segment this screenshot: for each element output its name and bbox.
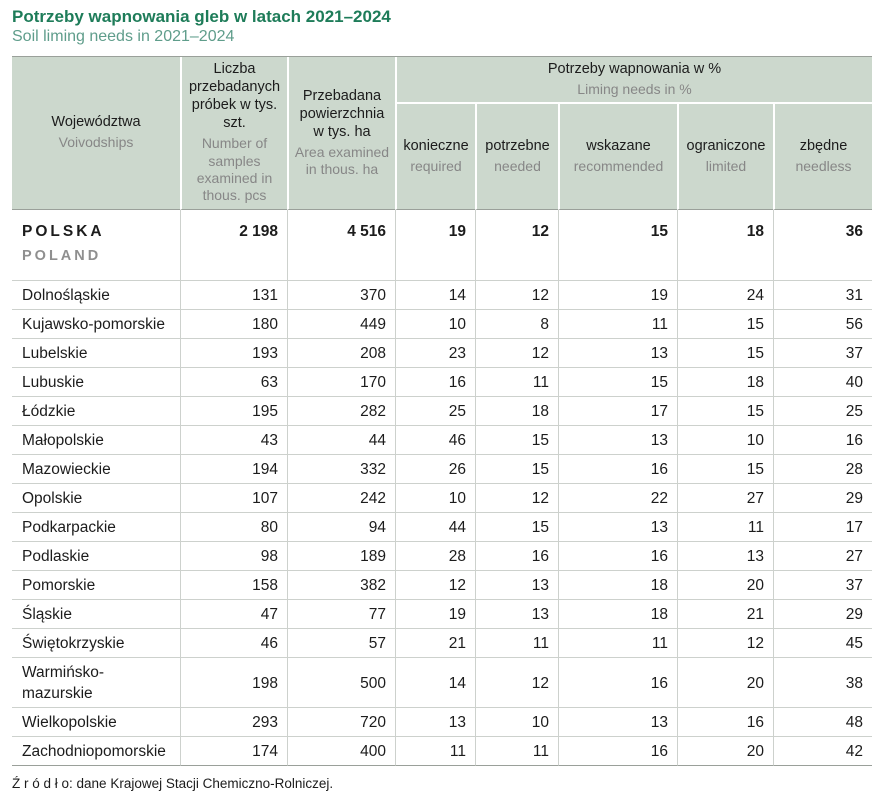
value-cell: 180 — [180, 310, 287, 339]
value-cell: 16 — [558, 658, 677, 708]
value-cell: 47 — [180, 600, 287, 629]
value-cell: 18 — [677, 368, 773, 397]
column-header-needless-en: needless — [795, 157, 852, 174]
row-name-pl: Lubuskie — [22, 374, 85, 391]
row-name-pl: Łódzkie — [22, 403, 76, 420]
value-cell: 16 — [677, 708, 773, 737]
table-row — [12, 426, 872, 455]
row-name-pl: Podlaskie — [22, 548, 90, 565]
value-cell: 12 — [677, 629, 773, 658]
table-row — [12, 708, 872, 737]
value-cell: 42 — [773, 737, 872, 766]
row-name-pl: Lubelskie — [22, 345, 88, 362]
table-row — [12, 513, 872, 542]
value-cell: 28 — [395, 542, 475, 571]
value-cell: 19 — [395, 210, 475, 281]
value-cell: 208 — [287, 339, 395, 368]
value-cell: 37 — [773, 571, 872, 600]
row-label-cell — [12, 658, 180, 708]
value-cell: 11 — [558, 629, 677, 658]
page-subtitle: Soil liming needs in 2021–2024 — [12, 28, 235, 45]
value-cell: 29 — [773, 484, 872, 513]
value-cell: 195 — [180, 397, 287, 426]
row-label-cell — [12, 368, 180, 397]
value-cell: 36 — [773, 210, 872, 281]
value-cell: 193 — [180, 339, 287, 368]
column-header-required-en: required — [410, 157, 462, 174]
value-cell: 98 — [180, 542, 287, 571]
column-header-voivodships-en: Voivodships — [58, 134, 134, 151]
value-cell: 10 — [475, 708, 558, 737]
value-cell: 46 — [180, 629, 287, 658]
value-cell: 28 — [773, 455, 872, 484]
value-cell: 80 — [180, 513, 287, 542]
table-row — [12, 629, 872, 658]
value-cell: 19 — [395, 600, 475, 629]
column-group-liming-needs — [395, 57, 872, 104]
value-cell: 198 — [180, 658, 287, 708]
table-row — [12, 484, 872, 513]
value-cell: 48 — [773, 708, 872, 737]
column-header-required-pl: konieczne — [403, 137, 469, 154]
row-name-pl: POLSKA — [22, 223, 105, 240]
column-header-limited — [677, 104, 773, 210]
value-cell: 16 — [395, 368, 475, 397]
value-cell: 15 — [475, 513, 558, 542]
value-cell: 57 — [287, 629, 395, 658]
value-cell: 11 — [475, 629, 558, 658]
column-header-samples-en: Number of samples examined in thous. pcs — [196, 135, 273, 204]
value-cell: 15 — [558, 368, 677, 397]
table-header — [12, 57, 872, 210]
value-cell: 370 — [287, 281, 395, 310]
value-cell: 44 — [395, 513, 475, 542]
column-header-needed-en: needed — [494, 157, 541, 174]
column-header-limited-pl: ograniczone — [686, 137, 766, 154]
value-cell: 13 — [558, 513, 677, 542]
column-header-needed — [475, 104, 558, 210]
value-cell: 46 — [395, 426, 475, 455]
value-cell: 44 — [287, 426, 395, 455]
row-label-cell — [12, 737, 180, 766]
value-cell: 13 — [475, 571, 558, 600]
value-cell: 77 — [287, 600, 395, 629]
value-cell: 15 — [677, 339, 773, 368]
column-header-area-pl: Przebadana powierzchnia w tys. ha — [299, 87, 385, 140]
value-cell: 11 — [475, 368, 558, 397]
value-cell: 21 — [677, 600, 773, 629]
row-name-pl: Świętokrzyskie — [22, 635, 125, 652]
column-header-samples-pl: Liczba przebadanych próbek w tys. szt. — [188, 61, 281, 132]
value-cell: 332 — [287, 455, 395, 484]
value-cell: 158 — [180, 571, 287, 600]
row-name-pl: Pomorskie — [22, 577, 96, 594]
value-cell: 15 — [475, 426, 558, 455]
value-cell: 26 — [395, 455, 475, 484]
value-cell: 63 — [180, 368, 287, 397]
value-cell: 20 — [677, 571, 773, 600]
value-cell: 31 — [773, 281, 872, 310]
source-note — [12, 776, 878, 791]
source-label: Ź r ó d ł o: — [12, 776, 73, 791]
table-row — [12, 397, 872, 426]
value-cell: 2 198 — [180, 210, 287, 281]
value-cell: 400 — [287, 737, 395, 766]
table-row — [12, 571, 872, 600]
value-cell: 27 — [773, 542, 872, 571]
column-header-needed-pl: potrzebne — [485, 137, 550, 154]
value-cell: 382 — [287, 571, 395, 600]
column-header-voivodships-pl: Województwa — [51, 114, 141, 131]
value-cell: 25 — [773, 397, 872, 426]
row-name-pl: Mazowieckie — [22, 461, 111, 478]
column-header-recommended-pl: wskazane — [586, 137, 651, 154]
row-label-cell — [12, 542, 180, 571]
page-title: Potrzeby wapnowania gleb w latach 2021–2024 — [12, 7, 391, 26]
value-cell: 56 — [773, 310, 872, 339]
row-name-pl: Kujawsko-pomorskie — [22, 316, 165, 333]
value-cell: 10 — [395, 484, 475, 513]
value-cell: 14 — [395, 658, 475, 708]
value-cell: 13 — [677, 542, 773, 571]
value-cell: 16 — [558, 737, 677, 766]
value-cell: 18 — [558, 571, 677, 600]
liming-needs-table — [12, 56, 872, 766]
row-label-cell — [12, 513, 180, 542]
table-row — [12, 542, 872, 571]
value-cell: 12 — [475, 210, 558, 281]
value-cell: 174 — [180, 737, 287, 766]
value-cell: 10 — [677, 426, 773, 455]
value-cell: 12 — [475, 281, 558, 310]
value-cell: 13 — [475, 600, 558, 629]
column-header-recommended-en: recommended — [573, 157, 664, 174]
value-cell: 8 — [475, 310, 558, 339]
value-cell: 20 — [677, 737, 773, 766]
value-cell: 12 — [395, 571, 475, 600]
table-row — [12, 737, 872, 766]
value-cell: 15 — [558, 210, 677, 281]
row-label-cell — [12, 571, 180, 600]
value-cell: 15 — [677, 310, 773, 339]
value-cell: 15 — [475, 455, 558, 484]
value-cell: 20 — [677, 658, 773, 708]
value-cell: 18 — [677, 210, 773, 281]
row-label-cell — [12, 484, 180, 513]
value-cell: 18 — [475, 397, 558, 426]
value-cell: 37 — [773, 339, 872, 368]
value-cell: 16 — [558, 542, 677, 571]
column-header-needless — [773, 104, 872, 210]
value-cell: 720 — [287, 708, 395, 737]
table-row — [12, 658, 872, 708]
value-cell: 14 — [395, 281, 475, 310]
row-label-cell — [12, 600, 180, 629]
value-cell: 15 — [677, 397, 773, 426]
column-header-recommended — [558, 104, 677, 210]
table-row — [12, 210, 872, 281]
value-cell: 13 — [558, 339, 677, 368]
column-header-area — [287, 57, 395, 210]
row-label-cell — [12, 339, 180, 368]
value-cell: 131 — [180, 281, 287, 310]
value-cell: 24 — [677, 281, 773, 310]
value-cell: 38 — [773, 658, 872, 708]
value-cell: 11 — [677, 513, 773, 542]
value-cell: 194 — [180, 455, 287, 484]
value-cell: 94 — [287, 513, 395, 542]
row-name-pl: Dolnośląskie — [22, 287, 110, 304]
column-header-required — [395, 104, 475, 210]
value-cell: 23 — [395, 339, 475, 368]
value-cell: 43 — [180, 426, 287, 455]
row-label-cell — [12, 708, 180, 737]
value-cell: 11 — [395, 737, 475, 766]
table-row — [12, 281, 872, 310]
value-cell: 21 — [395, 629, 475, 658]
value-cell: 45 — [773, 629, 872, 658]
value-cell: 19 — [558, 281, 677, 310]
table-row — [12, 368, 872, 397]
value-cell: 242 — [287, 484, 395, 513]
value-cell: 18 — [558, 600, 677, 629]
value-cell: 40 — [773, 368, 872, 397]
row-label-cell — [12, 629, 180, 658]
value-cell: 17 — [773, 513, 872, 542]
row-label-cell — [12, 455, 180, 484]
value-cell: 27 — [677, 484, 773, 513]
row-name-pl: Warmińsko-mazurskie — [22, 664, 105, 702]
value-cell: 500 — [287, 658, 395, 708]
row-name-pl: Opolskie — [22, 490, 83, 507]
row-label-cell — [12, 281, 180, 310]
table-row — [12, 339, 872, 368]
value-cell: 13 — [558, 708, 677, 737]
value-cell: 12 — [475, 339, 558, 368]
table-body — [12, 210, 872, 766]
column-header-needless-pl: zbędne — [799, 137, 848, 154]
row-name-en: POLAND — [22, 248, 102, 264]
row-name-pl: Małopolskie — [22, 432, 104, 449]
value-cell: 10 — [395, 310, 475, 339]
value-cell: 12 — [475, 658, 558, 708]
source-text: dane Krajowej Stacji Chemiczno-Rolniczej. — [72, 776, 334, 791]
row-name-pl: Wielkopolskie — [22, 714, 117, 731]
value-cell: 22 — [558, 484, 677, 513]
value-cell: 29 — [773, 600, 872, 629]
row-label-cell — [12, 397, 180, 426]
row-name-pl: Zachodniopomorskie — [22, 743, 166, 760]
row-name-pl: Podkarpackie — [22, 519, 116, 536]
column-header-voivodships — [12, 57, 180, 210]
value-cell: 15 — [677, 455, 773, 484]
row-label-cell — [12, 426, 180, 455]
value-cell: 16 — [558, 455, 677, 484]
value-cell: 11 — [475, 737, 558, 766]
value-cell: 293 — [180, 708, 287, 737]
value-cell: 11 — [558, 310, 677, 339]
row-name-pl: Śląskie — [22, 606, 72, 623]
value-cell: 25 — [395, 397, 475, 426]
table-row — [12, 310, 872, 339]
row-label-cell — [12, 210, 180, 281]
value-cell: 13 — [395, 708, 475, 737]
value-cell: 12 — [475, 484, 558, 513]
column-group-liming-needs-en: Liming needs in % — [577, 80, 692, 97]
row-label-cell — [12, 310, 180, 339]
column-header-limited-en: limited — [705, 157, 747, 174]
value-cell: 16 — [475, 542, 558, 571]
value-cell: 189 — [287, 542, 395, 571]
table-row — [12, 600, 872, 629]
value-cell: 282 — [287, 397, 395, 426]
value-cell: 4 516 — [287, 210, 395, 281]
value-cell: 16 — [773, 426, 872, 455]
table-row — [12, 455, 872, 484]
column-group-liming-needs-pl: Potrzeby wapnowania w % — [547, 60, 722, 77]
value-cell: 107 — [180, 484, 287, 513]
value-cell: 17 — [558, 397, 677, 426]
value-cell: 13 — [558, 426, 677, 455]
value-cell: 170 — [287, 368, 395, 397]
column-header-samples — [180, 57, 287, 210]
column-header-area-en: Area examined in thous. ha — [294, 143, 390, 177]
value-cell: 449 — [287, 310, 395, 339]
